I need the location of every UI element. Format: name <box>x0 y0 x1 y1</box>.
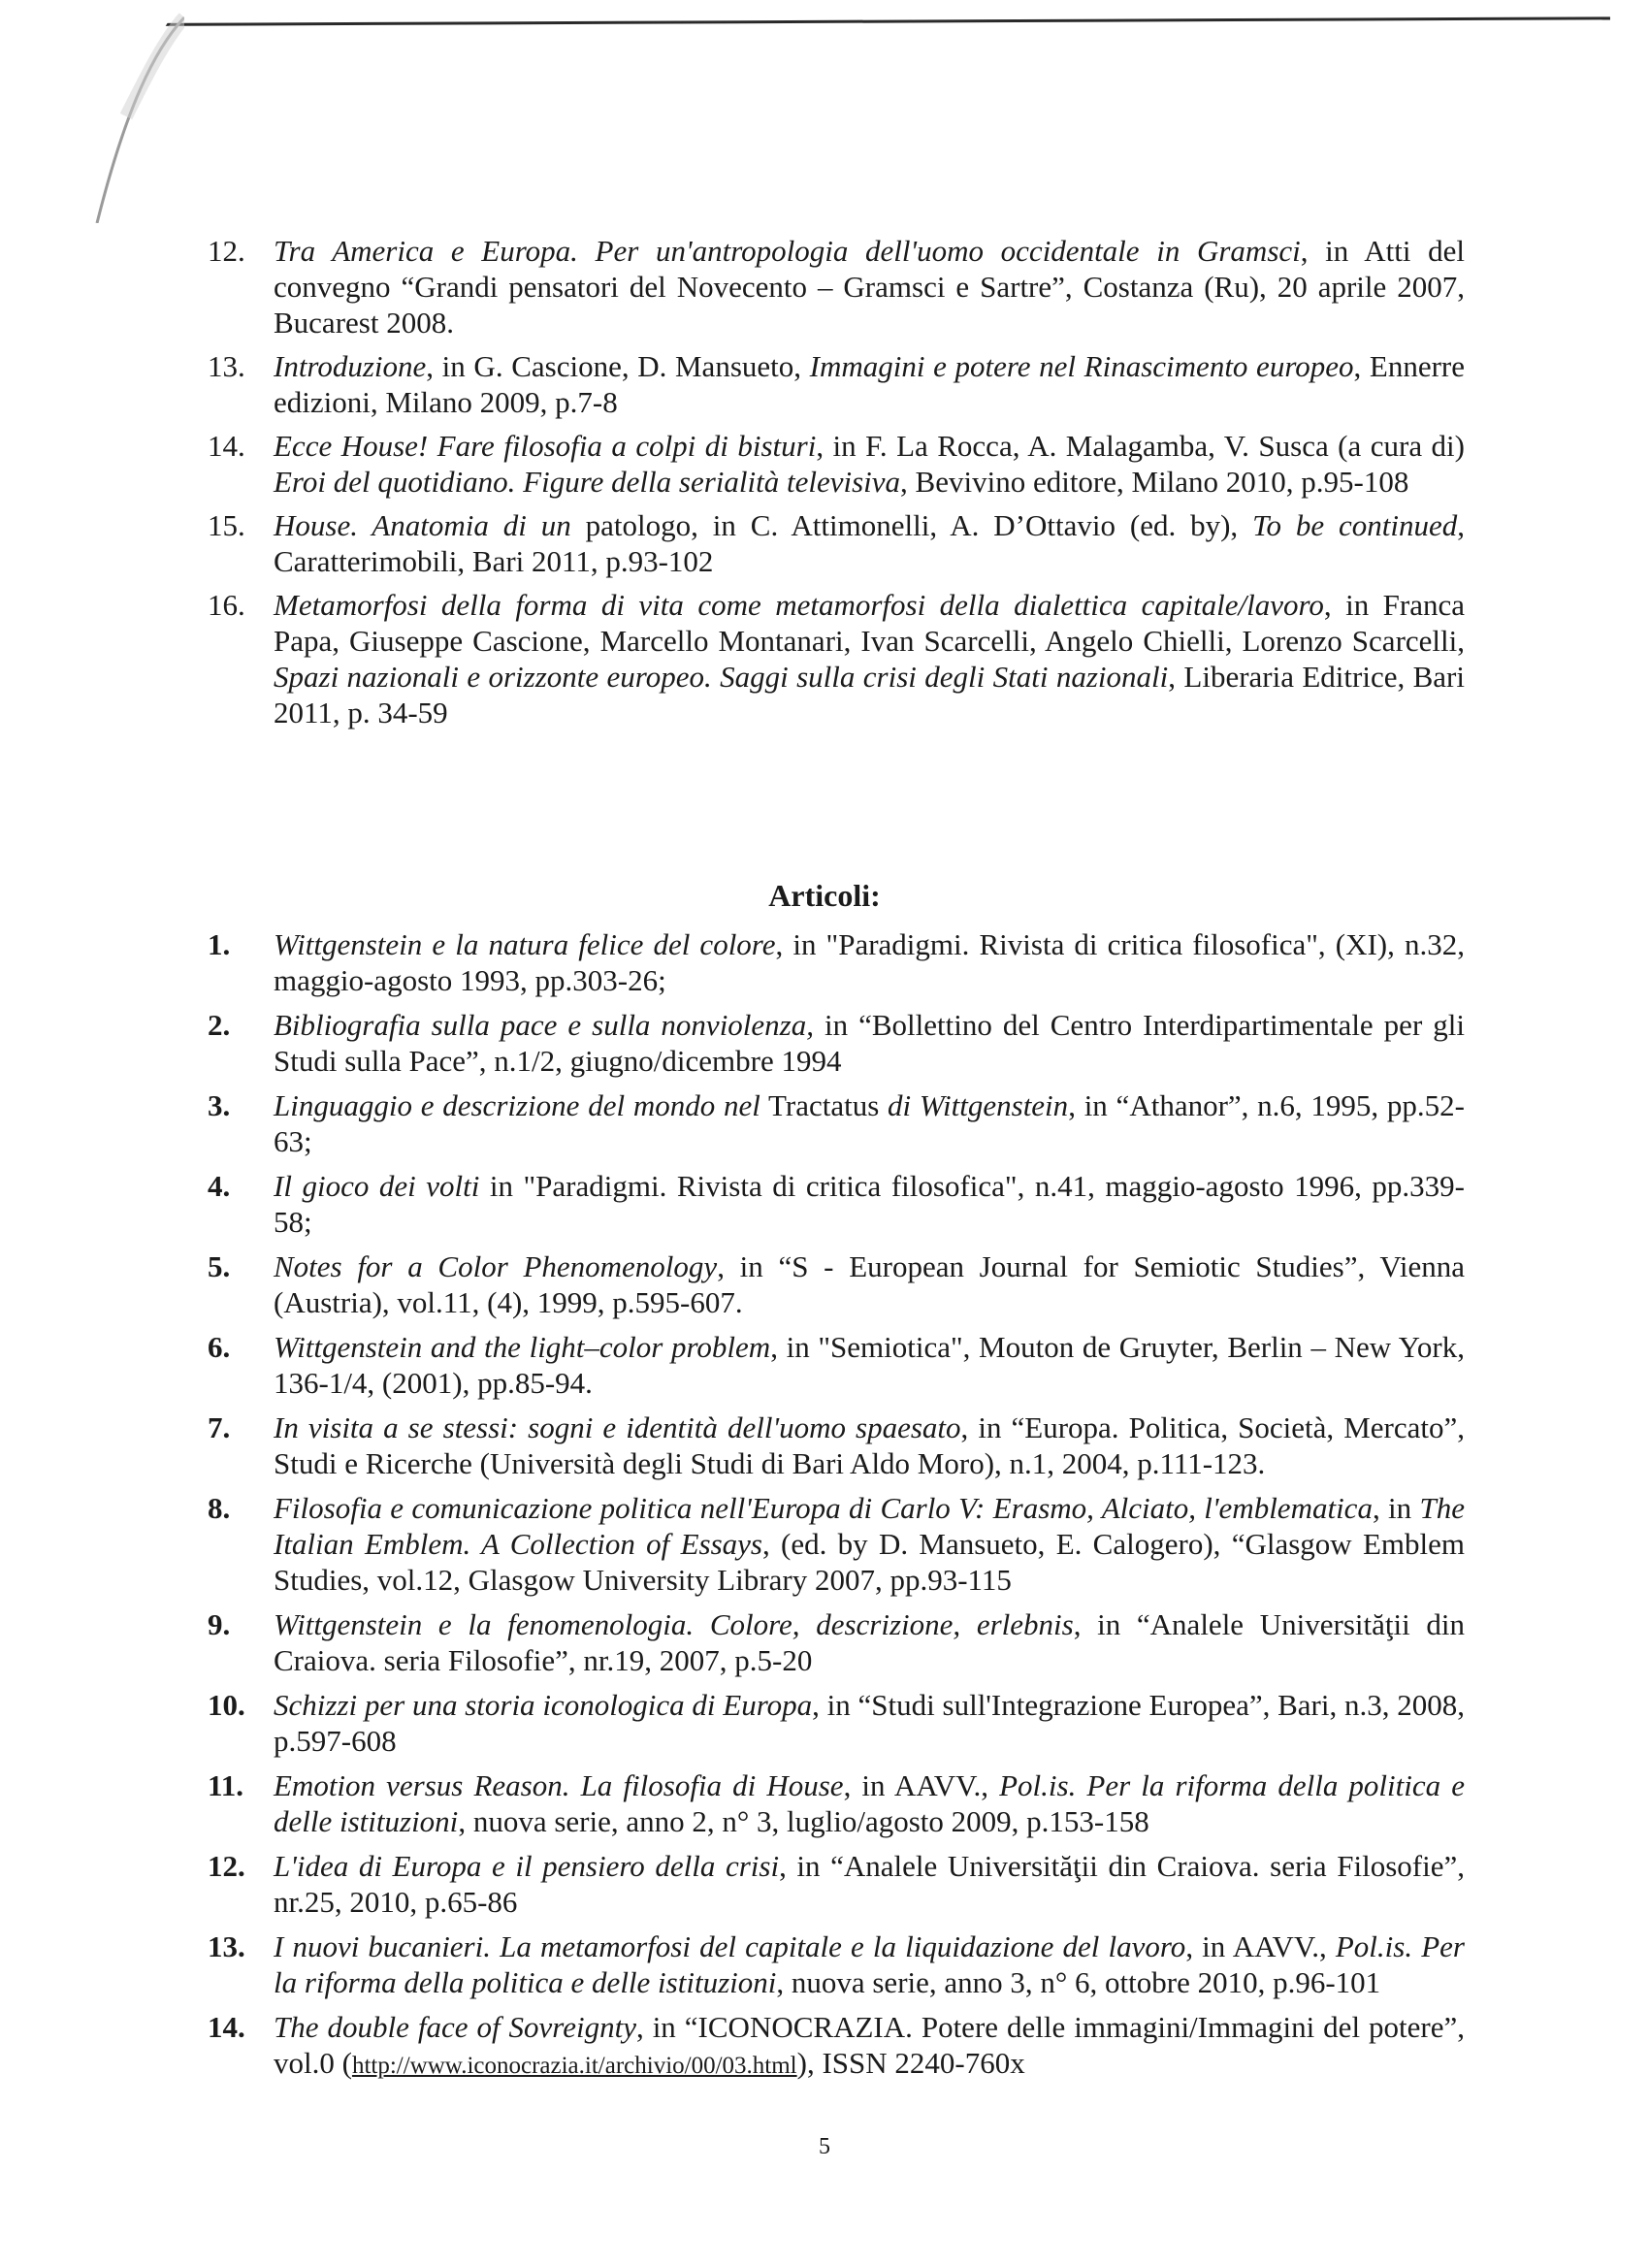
entry-text: , Ennerre edizioni, Milano 2009, p.7-8 <box>274 349 1465 419</box>
entry-title-italic: Filosofia e comunicazione politica nell'Europa di Carlo V: Erasmo, Alciato, l'emblematica <box>274 1491 1373 1525</box>
entry-number: 5. <box>208 1249 231 1283</box>
entry-number: 4. <box>208 1169 231 1203</box>
article-entry <box>208 1248 1465 1320</box>
entry-title-italic: di Wittgenstein <box>888 1088 1069 1122</box>
entry-title-italic: To be continued <box>1252 508 1458 542</box>
entry-number: 12. <box>208 234 245 268</box>
entry-link[interactable]: http://www.iconocrazia.it/archivio/00/03.html <box>351 2053 797 2079</box>
entry-title-italic: Ecce House! Fare filosofia a colpi di bisturi <box>274 429 817 463</box>
entry-title-italic: Wittgenstein e la fenomenologia. Colore, descrizione, erlebnis <box>274 1607 1074 1641</box>
article-entry <box>208 1168 1465 1240</box>
entry-text: , in Atti del convegno “Grandi pensatori del Novecento – Gramsci e Sartre”, Costanza (Ru), 20 aprile 2007, Bucarest 2008. <box>274 234 1465 340</box>
entry-number: 7. <box>208 1410 231 1444</box>
entry-title-italic: I nuovi bucanieri. La metamorfosi del capitale e la liquidazione del lavoro <box>274 1929 1186 1963</box>
article-entry <box>208 1087 1465 1159</box>
entry-text: , in G. Cascione, D. Mansueto, <box>426 349 810 383</box>
entry-title-italic: Notes for a Color Phenomenology <box>274 1249 718 1283</box>
entry-text: ), ISSN 2240-760x <box>796 2046 1025 2080</box>
entry-text: , in “Europa. Politica, Società, Mercato”, Studi e Ricerche (Università degli Studi di Bari Aldo Moro), n.1, 2004, p.111-123. <box>274 1410 1465 1480</box>
books-list <box>208 233 1465 738</box>
entry-text: in "Paradigmi. Rivista di critica filosofica", n.41, maggio-agosto 1996, pp.339-58; <box>274 1169 1465 1239</box>
entry-text: , in AAVV., <box>1185 1929 1336 1963</box>
entry-number: 14. <box>208 2010 245 2044</box>
entry-text: , Liberaria Editrice, Bari 2011, p. 34-59 <box>274 660 1465 729</box>
entry-number: 11. <box>208 1768 244 1802</box>
entry-title-italic: Linguaggio e descrizione del mondo nel <box>274 1088 760 1122</box>
article-entry <box>208 1007 1465 1079</box>
entry-text: Tractatus <box>760 1088 889 1122</box>
entry-title-italic: Wittgenstein and the light–color problem <box>274 1330 771 1364</box>
entry-title-italic: In visita a se stessi: sogni e identità dell'uomo spaesato <box>274 1410 961 1444</box>
entry-number: 13. <box>208 1929 245 1963</box>
entry-text: , in “Analele Universităţii din Craiova. seria Filosofie”, nr.25, 2010, p.65-86 <box>274 1849 1465 1919</box>
section-title-articoli: Articoli: <box>768 878 881 913</box>
book-entry <box>208 428 1465 500</box>
entry-title-italic: Bibliografia sulla pace e sulla nonviolenza, <box>274 1008 814 1042</box>
entry-title-italic: L'idea di Europa e il pensiero della crisi <box>274 1849 780 1883</box>
entry-number: 6. <box>208 1330 231 1364</box>
entry-number: 12. <box>208 1849 245 1883</box>
entry-title-italic: Tra America e Europa. Per un'antropologia dell'uomo occidentale in Gramsci <box>274 234 1301 268</box>
entry-text: , in <box>1372 1491 1420 1525</box>
entry-text: , in F. La Rocca, A. Malagamba, V. Susca (a cura di) <box>816 429 1465 463</box>
book-entry <box>208 233 1465 340</box>
entry-title-italic: House. Anatomia di un <box>274 508 571 542</box>
entry-title-italic: Metamorfosi della forma di vita come metamorfosi della dialettica capitale/lavoro <box>274 588 1324 622</box>
entry-title-italic: Wittgenstein e la natura felice del colore <box>274 927 776 961</box>
articles-list <box>208 926 1465 2092</box>
page-number: 5 <box>819 2134 830 2159</box>
entry-text: , in "Paradigmi. Rivista di critica filosofica", (XI), n.32, maggio-agosto 1993, pp.303-26; <box>274 927 1465 997</box>
entry-text: , in “Athanor”, n.6, 1995, pp.52-63; <box>274 1088 1466 1158</box>
entry-title-italic: Spazi nazionali e orizzonte europeo. Saggi sulla crisi degli Stati nazionali <box>274 660 1169 694</box>
entry-title-italic: The Italian Emblem. A Collection of Essays <box>274 1491 1465 1561</box>
book-entry <box>208 587 1465 730</box>
entry-text: , in “Analele Universităţii din Craiova. seria Filosofie”, nr.19, 2007, p.5-20 <box>274 1607 1465 1677</box>
article-entry <box>208 926 1465 998</box>
entry-title-italic: Il gioco dei volti <box>274 1169 480 1203</box>
entry-number: 9. <box>208 1607 231 1641</box>
entry-number: 3. <box>208 1088 231 1122</box>
entry-number: 8. <box>208 1491 231 1525</box>
article-entry <box>208 1606 1465 1678</box>
entry-number: 14. <box>208 429 245 463</box>
entry-text: , Bevivino editore, Milano 2010, p.95-108 <box>900 465 1409 499</box>
entry-text: , in "Semiotica", Mouton de Gruyter, Berlin – New York, 136-1/4, (2001), pp.85-94. <box>274 1330 1465 1400</box>
article-entry <box>208 1409 1465 1481</box>
article-entry <box>208 1767 1465 1839</box>
entry-text: , in Franca Papa, Giuseppe Cascione, Marcello Montanari, Ivan Scarcelli, Angelo Chielli, Lorenzo Scarcelli, <box>274 588 1465 658</box>
entry-title-italic: The double face of Sovreignty <box>274 2010 636 2044</box>
entry-title-italic: Immagini e potere nel Rinascimento europeo <box>809 349 1354 383</box>
book-entry <box>208 507 1465 579</box>
article-entry <box>208 1928 1465 2000</box>
entry-text: , in “Studi sull'Integrazione Europea”, Bari, n.3, 2008, p.597-608 <box>274 1688 1465 1758</box>
entry-number: 1. <box>208 927 231 961</box>
entry-number: 13. <box>208 349 245 383</box>
article-entry <box>208 2009 1465 2084</box>
article-entry <box>208 1687 1465 1759</box>
entry-text: in “Bollettino del Centro Interdipartimentale per gli Studi sulla Pace”, n.1/2, giugno/dicembre 1994 <box>274 1008 1465 1078</box>
entry-title-italic: Introduzione <box>274 349 427 383</box>
entry-text: , in “S - European Journal for Semiotic Studies”, Vienna (Austria), vol.11, (4), 1999, p.595-607. <box>274 1249 1466 1319</box>
entry-text: , (ed. by D. Mansueto, E. Calogero), “Glasgow Emblem Studies, vol.12, Glasgow University Library 2007, pp.93-115 <box>274 1527 1465 1597</box>
entry-title-italic: Schizzi per una storia iconologica di Europa <box>274 1688 813 1722</box>
entry-title-italic: Eroi del quotidiano. Figure della serialità televisiva <box>274 465 901 499</box>
entry-number: 2. <box>208 1008 231 1042</box>
article-entry <box>208 1329 1465 1401</box>
article-entry <box>208 1848 1465 1920</box>
entry-title-italic: Pol.is. Per la riforma della politica e delle istituzioni <box>274 1768 1465 1838</box>
article-entry <box>208 1490 1465 1598</box>
entry-text: patologo, in C. Attimonelli, A. D’Ottavio (ed. by), <box>570 508 1253 542</box>
book-entry <box>208 348 1465 420</box>
entry-text: , nuova serie, anno 2, n° 3, luglio/agosto 2009, p.153-158 <box>458 1804 1149 1838</box>
entry-number: 10. <box>208 1688 245 1722</box>
entry-title-italic: Emotion versus Reason. La filosofia di House <box>274 1768 844 1802</box>
entry-text: , Caratterimobili, Bari 2011, p.93-102 <box>274 508 1466 578</box>
entry-title-italic: Pol.is. Per la riforma della politica e delle istituzioni <box>274 1929 1465 1999</box>
entry-text: , in “ICONOCRAZIA. Potere delle immagini/Immagini del potere”, vol.0 ( <box>274 2010 1465 2080</box>
entry-number: 15. <box>208 508 245 542</box>
entry-text: , nuova serie, anno 3, n° 6, ottobre 2010, p.96-101 <box>776 1965 1381 1999</box>
entry-text: , in AAVV., <box>843 1768 1000 1802</box>
entry-number: 16. <box>208 588 245 622</box>
